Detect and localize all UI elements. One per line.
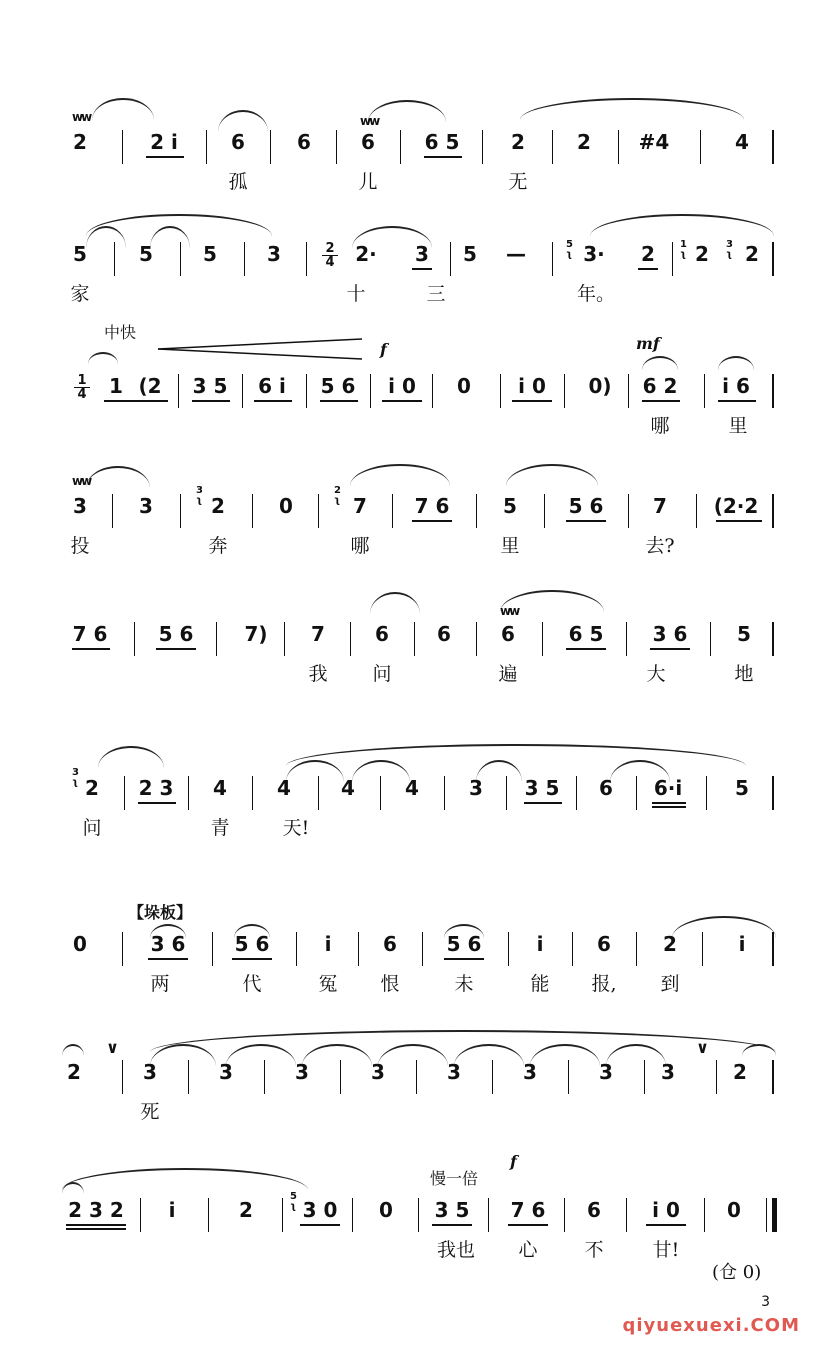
underline [412,520,452,522]
grace-note: 5 ʅ [566,239,573,260]
breath-mark: ∨ [106,1038,119,1057]
note: 7 6 [414,494,450,518]
barline [336,130,337,164]
barline [134,622,135,656]
slur [590,214,774,236]
underline [148,958,188,960]
grace-note: 3 ʅ [196,485,203,506]
tempo-label: 慢一倍 [430,1169,479,1188]
underline [566,648,606,650]
barline [122,932,123,966]
note: 0 [457,374,471,398]
note: 2 [695,242,709,266]
note: 2· [355,242,377,266]
barline [476,622,477,656]
slur [62,1044,84,1056]
barline [282,1198,283,1232]
barline [636,776,637,810]
ending-percussion-mark: (仓 0) [712,1262,762,1283]
note: 3 [267,242,281,266]
note: 3 [371,1060,385,1084]
note: 3 5 [524,776,560,800]
barline [252,776,253,810]
lyric: 不 [584,1239,604,1261]
note: 2 [73,130,87,154]
lyric: 我也 [436,1239,475,1261]
barline [216,622,217,656]
note: 3 [219,1060,233,1084]
underline [642,400,680,402]
underline [320,400,358,402]
underline [718,400,756,402]
note: (2·2 [713,494,759,518]
note: 5 6 [568,494,604,518]
note: 6 i [258,374,286,398]
lyric: 哪 [350,535,370,557]
barline [114,242,115,276]
note: 0 [73,932,87,956]
note: 3 5 [434,1198,470,1222]
note: 2 [733,1060,747,1084]
barline [552,242,553,276]
note: 6 [231,130,245,154]
note: 3 [73,494,87,518]
note: 5 [735,776,749,800]
note: 5 [203,242,217,266]
slur [88,352,118,364]
note: 2 [511,130,525,154]
breath-mark: ∨ [696,1038,709,1057]
barline [284,622,285,656]
barline [212,932,213,966]
note: 6 [501,622,515,646]
note: 4 [213,776,227,800]
slur [642,356,678,370]
site-watermark: qiyuexuexi.COM [622,1315,800,1336]
note: 6 [375,622,389,646]
barline [772,374,774,408]
note: 3 0 [302,1198,338,1222]
barline [700,130,701,164]
mordent-mark: ᴡᴡ [500,604,519,618]
page-number: 3 [761,1294,770,1310]
note: 2 i [150,130,178,154]
note: 2 [67,1060,81,1084]
grace-note: 5 ʅ [290,1191,297,1212]
note: #4 [638,130,670,154]
barline [418,1198,419,1232]
barline [270,130,271,164]
lyric: 两 [150,973,170,995]
barline [206,130,207,164]
lyric: 孤 [228,171,248,193]
note: 2 [745,242,759,266]
note: 7 [653,494,667,518]
underline [192,400,230,402]
note: 4 [735,130,749,154]
barline [306,242,307,276]
barline [140,1198,141,1232]
barline [618,130,619,164]
barline [476,494,477,528]
final-barline [772,1198,777,1232]
lyric: 问 [82,817,102,839]
lyric: 儿 [358,171,378,193]
note: 6 [437,622,451,646]
underline [232,958,272,960]
slur [718,356,754,370]
note: 3 [447,1060,461,1084]
barline [552,130,553,164]
slur [350,464,450,486]
time-signature-top: 1 [74,374,90,388]
barline [542,622,543,656]
note: 4 [341,776,355,800]
note: 3 [599,1060,613,1084]
underline [716,520,762,522]
note: i 6 [722,374,750,398]
underline [66,1224,126,1226]
underline [104,400,168,402]
note: i 0 [518,374,546,398]
lyric: 大 [646,663,666,685]
note: 5 [737,622,751,646]
note: i 0 [652,1198,680,1222]
lyric: 报, [591,973,617,995]
slur [62,1168,308,1190]
note: 3 [415,242,429,266]
barline [636,932,637,966]
note: 6 [361,130,375,154]
underline [382,400,422,402]
underline [508,1224,548,1226]
lyric: 甘! [652,1239,680,1261]
barline [564,374,565,408]
note: 7 [353,494,367,518]
underline [156,648,196,650]
note: 2 [577,130,591,154]
lyric: 家 [70,283,90,305]
grace-note: 3 ʅ [726,239,733,260]
barline [772,622,774,656]
mordent-mark: ᴡᴡ [360,114,379,128]
underline [524,802,562,804]
note: 7) [244,622,268,646]
note: 3 [661,1060,675,1084]
barline [704,374,705,408]
barline [710,622,711,656]
note: 3 [295,1060,309,1084]
barline [696,494,697,528]
note: 1 [109,374,123,398]
barline [772,130,774,164]
barline [180,494,181,528]
underline [444,958,484,960]
barline [706,776,707,810]
slur [86,466,150,488]
lyric: 我 [308,663,328,685]
note: 5 [463,242,477,266]
note: 3 [469,776,483,800]
lyric: 青 [210,817,230,839]
underline [432,1224,472,1226]
underline [254,400,292,402]
underline [424,156,462,158]
note: i [738,932,746,956]
note: i [536,932,544,956]
dynamic-marking: f [380,340,387,359]
slur [368,100,446,122]
underline [72,648,110,650]
slur [742,1044,776,1056]
time-signature-bottom: 4 [325,255,335,270]
underline [652,806,686,808]
barline [500,374,501,408]
slur [98,746,164,768]
barline [572,932,573,966]
note: 7 6 [72,622,108,646]
slur [520,98,744,120]
note: 5 6 [320,374,356,398]
note: 2 [85,776,99,800]
time-signature-top: 2 [322,242,338,256]
barline [318,494,319,528]
crescendo-hairpin [158,338,364,360]
barline [432,374,433,408]
dynamic-marking: mf [636,334,660,353]
barline [416,1060,417,1094]
barline [112,494,113,528]
note: 5 6 [158,622,194,646]
lyric: 死 [140,1101,160,1123]
barline [122,130,123,164]
barline [296,932,297,966]
barline [208,1198,209,1232]
underline [512,400,552,402]
barline [306,374,307,408]
barline [188,776,189,810]
barline [628,374,629,408]
note: 4 [277,776,291,800]
barline [178,374,179,408]
note: 6 [599,776,613,800]
barline [392,494,393,528]
barline [626,1198,627,1232]
note: 6 2 [642,374,678,398]
note: 2 [663,932,677,956]
lyric: 哪 [650,415,670,437]
note: 5 6 [234,932,270,956]
lyric: 年。 [576,283,615,305]
lyric: 心 [518,1239,538,1261]
barline [380,776,381,810]
lyric: 恨 [380,973,400,995]
underline [146,156,184,158]
note: 6 [383,932,397,956]
mordent-mark: ᴡᴡ [72,474,91,488]
lyric: 十 [346,283,366,305]
barline [370,374,371,408]
section-label: 【垛板】 [128,903,193,922]
barline [358,932,359,966]
barline [702,932,703,966]
barline [772,932,774,966]
note: i [324,932,332,956]
barline [626,622,627,656]
barline [340,1060,341,1094]
barline [188,1060,189,1094]
dynamic-marking: f [510,1152,517,1171]
note: 3· [583,242,605,266]
lyric: 代 [242,973,262,995]
barline [772,776,774,810]
barline [772,242,774,276]
barline [544,494,545,528]
note: 0 [379,1198,393,1222]
underline [646,1224,686,1226]
note: 0) [588,374,612,398]
note: 3 [523,1060,537,1084]
barline [508,932,509,966]
lyric: 问 [372,663,392,685]
note: (2 [138,374,162,398]
note: — [506,242,526,266]
lyric: 三 [426,283,446,305]
underline [638,268,658,270]
note: 5 [139,242,153,266]
note: 2 [239,1198,253,1222]
note: 6 5 [568,622,604,646]
lyric: 里 [500,535,520,557]
barline [772,494,774,528]
note: 3 6 [652,622,688,646]
lyric: 天! [282,817,310,839]
note: 5 [73,242,87,266]
lyric: 奔 [208,535,228,557]
note: 2 [641,242,655,266]
note: i [168,1198,176,1222]
lyric: 无 [508,171,528,193]
underline [652,802,686,804]
tempo-label: 中快 [104,323,137,342]
note: 7 [311,622,325,646]
barline [482,130,483,164]
barline [252,494,253,528]
note: 2 3 2 [68,1198,124,1222]
lyric: 地 [734,663,754,685]
note: 0 [727,1198,741,1222]
lyric: 里 [728,415,748,437]
barline [488,1198,489,1232]
slur [286,744,746,766]
note: 6 [597,932,611,956]
note: 3 [139,494,153,518]
grace-note: 1 ʅ [680,239,687,260]
barline [400,130,401,164]
underline [566,520,606,522]
underline [412,268,432,270]
note: 5 [503,494,517,518]
note: 6 5 [424,130,460,154]
note: 3 5 [192,374,228,398]
final-barline [766,1198,767,1232]
underline [138,802,176,804]
underline [66,1228,126,1230]
note: 0 [279,494,293,518]
lyric: 去? [645,535,675,557]
lyric: 投 [70,535,90,557]
barline [628,494,629,528]
barline [492,1060,493,1094]
note: 2 3 [138,776,174,800]
note: 7 6 [510,1198,546,1222]
time-signature-bottom: 4 [77,387,87,402]
slur [506,464,598,486]
note: 3 [143,1060,157,1084]
barline [350,622,351,656]
barline [772,1060,774,1094]
lyric: 到 [660,973,680,995]
barline [124,776,125,810]
barline [506,776,507,810]
barline [444,776,445,810]
grace-note: 2 ʅ [334,485,341,506]
note: 2 [211,494,225,518]
slur [370,592,420,614]
note: i 0 [388,374,416,398]
slur [92,98,154,120]
underline [300,1224,340,1226]
lyric: 冤 [318,973,338,995]
lyric: 未 [454,973,474,995]
mordent-mark: ᴡᴡ [72,110,91,124]
note: 6·i [653,776,683,800]
note: 6 [297,130,311,154]
grace-note: 3 ʅ [72,767,79,788]
lyric: 能 [530,973,550,995]
note: 5 6 [446,932,482,956]
underline [650,648,690,650]
note: 3 6 [150,932,186,956]
barline [422,932,423,966]
lyric: 遍 [498,663,518,685]
barline [352,1198,353,1232]
note: 4 [405,776,419,800]
barline [568,1060,569,1094]
barline [264,1060,265,1094]
note: 6 [587,1198,601,1222]
